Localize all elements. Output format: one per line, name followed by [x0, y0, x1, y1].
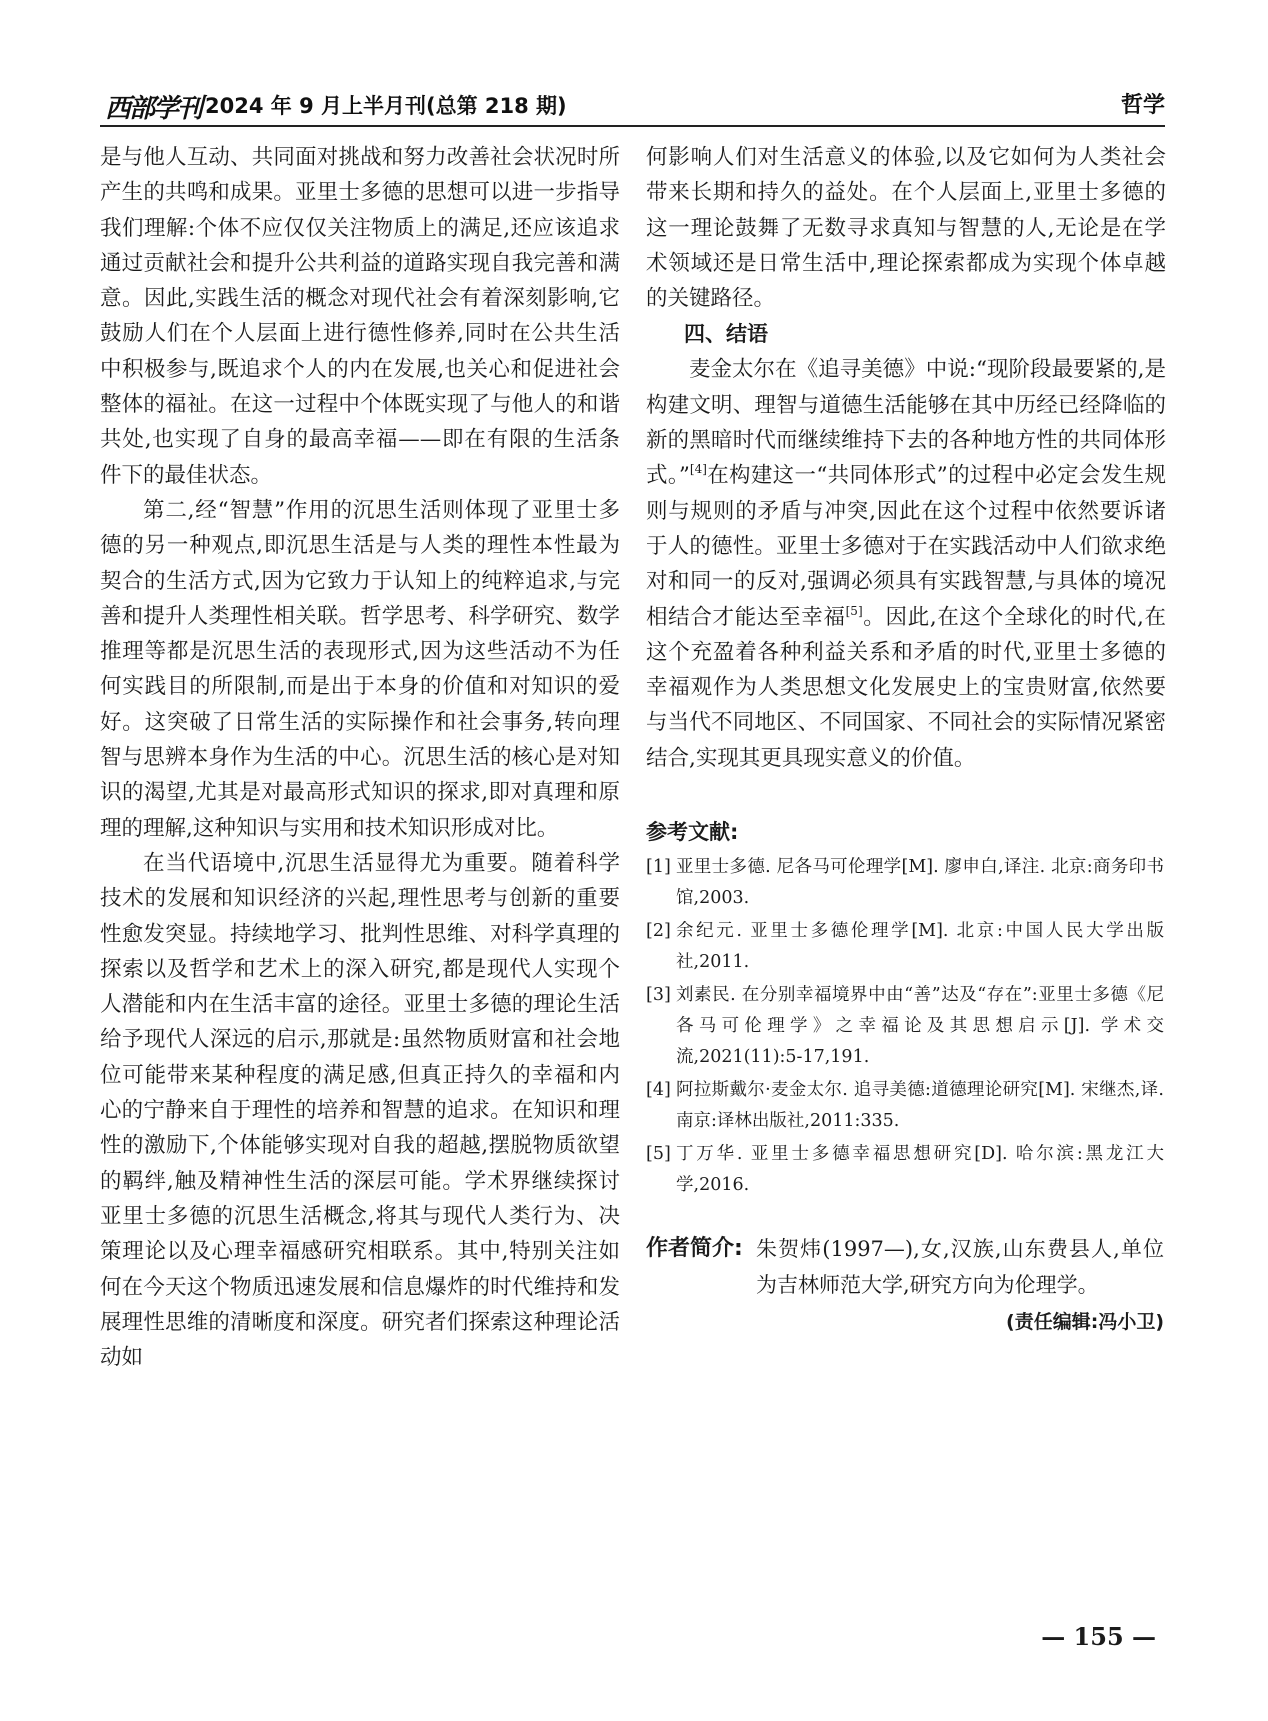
- section-label: 哲学: [1120, 93, 1165, 118]
- reference-item: [646, 1075, 1164, 1137]
- page-header: [105, 82, 1165, 122]
- reference-number: [4]: [646, 1080, 671, 1100]
- reference-number: [1]: [646, 857, 671, 877]
- paragraph: 是与他人互动、共同面对挑战和努力改善社会状况时所产生的共鸣和成果。亚里士多德的思想可以进一步指导我们理解:个体不应仅仅关注物质上的满足,还应该追求通过贡献社会和提升公共利益的道路实现自我完善和满意。因此,实践生活的概念对现代社会有着深刻影响,它鼓励人们在个人层面上进行德性修养,同时在公共生活中积极参与,既追求个人的内在发展,也关心和促进社会整体的福祉。在这一过程中个体既实现了与他人的和谐共处,也实现了自身的最高幸福——即在有限的生活条件下的最佳状态。: [100, 145, 620, 488]
- paragraph: 在当代语境中,沉思生活显得尤为重要。随着科学技术的发展和知识经济的兴起,理性思考与创新的重要性愈发突显。持续地学习、批判性思维、对科学真理的探索以及哲学和艺术上的深入研究,都是现代人实现个人潜能和内在生活丰富的途径。亚里士多德的理论生活给予现代人深远的启示,那就是:虽然物质财富和社会地位可能带来某种程度的满足感,但真正持久的幸福和内心的宁静来自于理性的培养和智慧的追求。在知识和理性的激励下,个体能够实现对自我的超越,摆脱物质欲望的羁绊,触及精神性生活的深层可能。学术界继续探讨亚里士多德的沉思生活概念,将其与现代人类行为、决策理论以及心理幸福感研究相联系。其中,特别关注如何在今天这个物质迅速发展和信息爆炸的时代维持和发展理性思维的清晰度和深度。研究者们探索这种理论活动如: [100, 850, 620, 1371]
- text-span: 在构建这一“共同体形式”的过程中必定会发生规则与规则的矛盾与冲突,因此在这个过程中依然要诉诸于人的德性。亚里士多德对于在实践活动中人们欲求绝对和同一的反对,强调必须具有实践智慧,与具体的境况相结合才能达至幸福: [646, 463, 1166, 630]
- reference-text: 阿拉斯戴尔·麦金太尔. 追寻美德:道德理论研究[M]. 宋继杰,译. 南京:译林出版社,2011:335.: [676, 1080, 1164, 1131]
- author-bio: [646, 1231, 1164, 1303]
- page-number: — 155 —: [1041, 1622, 1156, 1651]
- references-title: 参考文献:: [646, 820, 739, 844]
- author-label: 作者简介:: [646, 1236, 743, 1261]
- references-list: [646, 852, 1164, 1203]
- reference-item: [646, 852, 1164, 914]
- reference-number: [2]: [646, 921, 671, 941]
- reference-number: [3]: [646, 985, 671, 1005]
- section-heading: 四、结语: [684, 322, 768, 347]
- reference-item: [646, 916, 1164, 978]
- reference-item: [646, 1139, 1164, 1201]
- header-rule: [100, 125, 1165, 127]
- paragraph: 第二,经“智慧”作用的沉思生活则体现了亚里士多德的另一种观点,即沉思生活是与人类的理性本性最为契合的生活方式,因为它致力于认知上的纯粹追求,与完善和提升人类理性相关联。哲学思考、科学研究、数学推理等都是沉思生活的表现形式,因为这些活动不为任何实践目的所限制,而是出于本身的价值和对知识的爱好。这突破了日常生活的实际操作和社会事务,转向理智与思辨本身作为生活的中心。沉思生活的核心是对知识的渴望,尤其是对最高形式知识的探求,即对真理和原理的理解,这种知识与实用和技术知识形成对比。: [100, 497, 620, 841]
- issue-info: 2024 年 9 月上半月刊(总第 218 期): [205, 94, 567, 118]
- reference-text: 丁万华. 亚里士多德幸福思想研究[D]. 哈尔滨:黑龙江大学,2016.: [676, 1144, 1164, 1195]
- citation[interactable]: [4]: [689, 462, 707, 477]
- journal-logo: 西部学刊: [105, 94, 202, 124]
- reference-text: 余纪元. 亚里士多德伦理学[M]. 北京:中国人民大学出版社,2011.: [676, 921, 1164, 972]
- reference-text: 刘素民. 在分别幸福境界中由“善”达及“存在”:亚里士多德《尼各马可伦理学》之幸福论及其思想启示[J]. 学术交流,2021(11):5-17,191.: [676, 985, 1164, 1067]
- citation[interactable]: [5]: [845, 603, 863, 618]
- text-span: 麦金太尔在《追寻美德》中说:“现阶段最要紧的,是构建文明、理智与道德生活能够在其中历经已经降临的新的黑暗时代而继续维持下去的各种地方性的共同体形式。”: [646, 357, 1166, 489]
- left-column: [100, 140, 620, 1375]
- reference-number: [5]: [646, 1144, 671, 1164]
- reference-text: 亚里士多德. 尼各马可伦理学[M]. 廖申白,译注. 北京:商务印书馆,2003.: [676, 857, 1164, 908]
- paragraph: [646, 352, 1166, 776]
- paragraph: 何影响人们对生活意义的体验,以及它如何为人类社会带来长期和持久的益处。在个人层面上,亚里士多德的这一理论鼓舞了无数寻求真知与智慧的人,无论是在学术领域还是日常生活中,理论探索都成为实现个体卓越的关键路径。: [646, 145, 1166, 312]
- responsible-editor: (责任编辑:冯小卫): [1006, 1311, 1164, 1333]
- author-text: 朱贺炜(1997—),女,汉族,山东费县人,单位为吉林师范大学,研究方向为伦理学。: [756, 1237, 1164, 1297]
- reference-item: [646, 980, 1164, 1073]
- right-column: [646, 140, 1166, 776]
- text-span: 。因此,在这个全球化的时代,在这个充盈着各种利益关系和矛盾的时代,亚里士多德的幸福观作为人类思想文化发展史上的宝贵财富,依然要与当代不同地区、不同国家、不同社会的实际情况紧密结合,实现其更具现实意义的价值。: [646, 604, 1166, 771]
